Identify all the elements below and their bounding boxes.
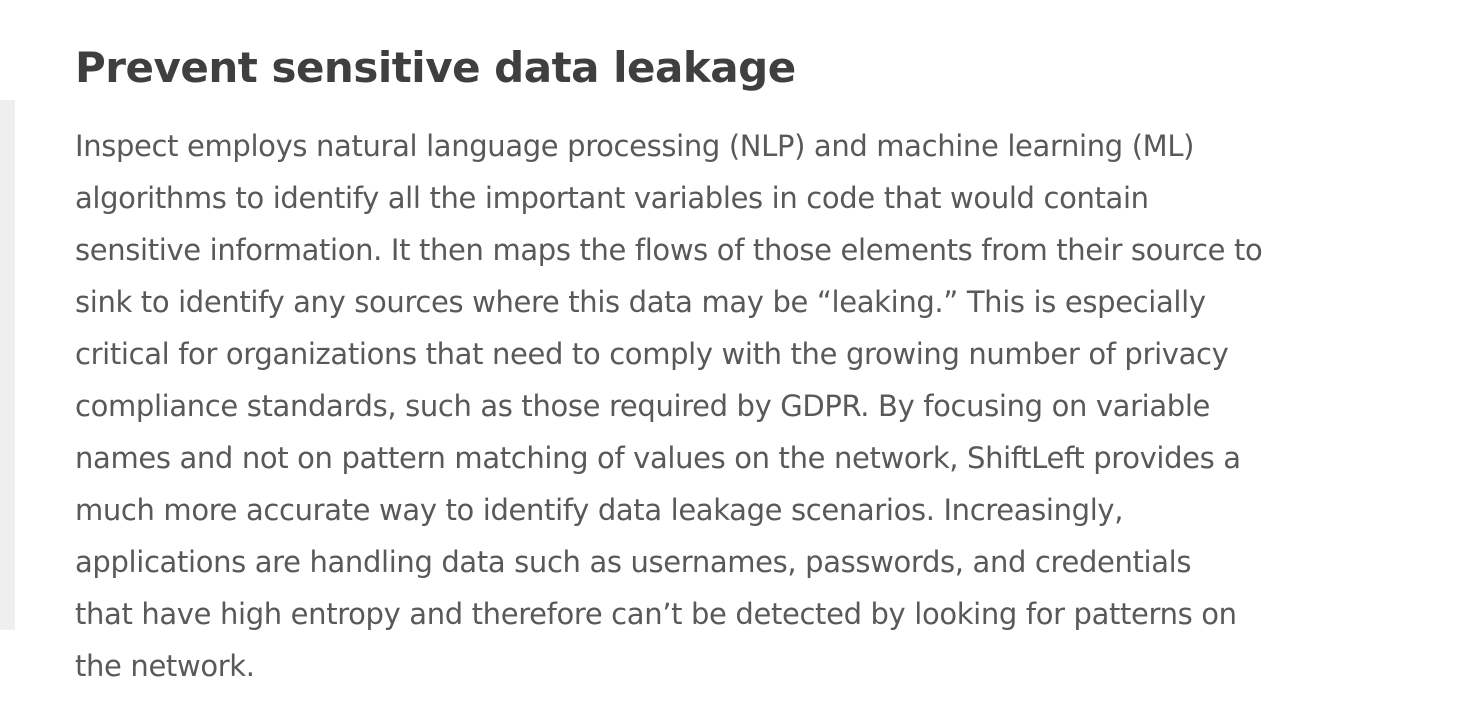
paragraph-line: critical for organizations that need to comply with the growing number of privacy — [75, 337, 1229, 371]
paragraph-line: the network. — [75, 649, 255, 683]
section-paragraph — [75, 120, 1375, 692]
paragraph-line: Inspect employs natural language processing (NLP) and machine learning (ML) — [75, 129, 1195, 163]
paragraph-line: names and not on pattern matching of values on the network, ShiftLeft provides a — [75, 441, 1241, 475]
article-section — [75, 38, 1375, 692]
paragraph-line: algorithms to identify all the important variables in code that would contain — [75, 181, 1149, 215]
paragraph-line: sensitive information. It then maps the flows of those elements from their source to — [75, 233, 1263, 267]
paragraph-line: much more accurate way to identify data leakage scenarios. Increasingly, — [75, 493, 1124, 527]
left-border-bar — [0, 100, 15, 630]
paragraph-line: that have high entropy and therefore can’t be detected by looking for patterns on — [75, 597, 1237, 631]
section-heading: Prevent sensitive data leakage — [75, 43, 796, 92]
paragraph-line: sink to identify any sources where this data may be “leaking.” This is especially — [75, 285, 1206, 319]
paragraph-line: applications are handling data such as usernames, passwords, and credentials — [75, 545, 1192, 579]
paragraph-line: compliance standards, such as those required by GDPR. By focusing on variable — [75, 389, 1211, 423]
